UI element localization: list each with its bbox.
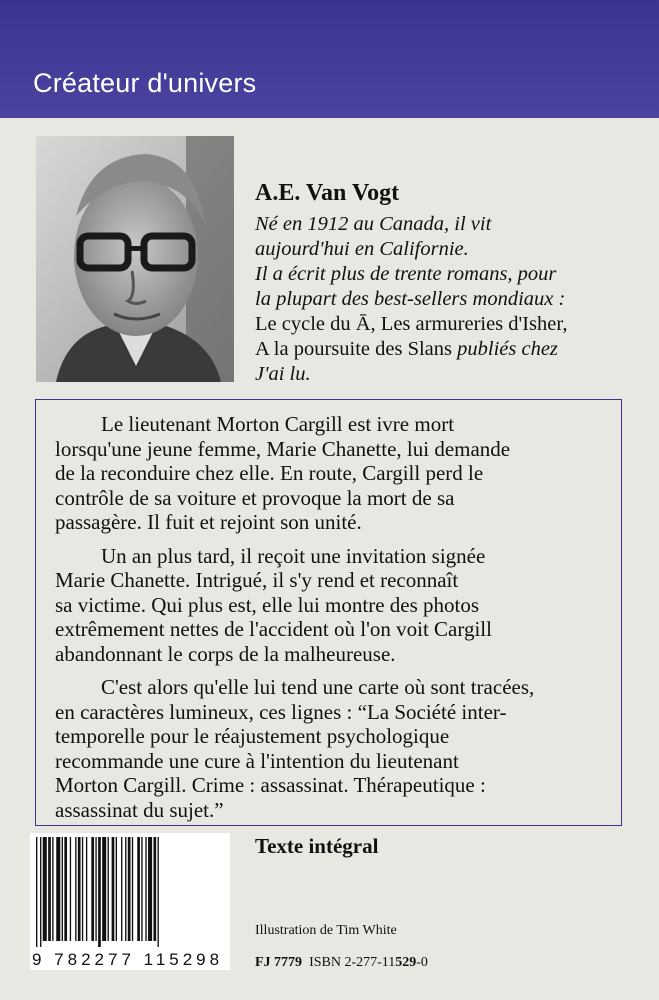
- summary-line: de la reconduire chez elle. En route, Cargill perd le: [55, 461, 484, 485]
- works-line: [255, 337, 645, 362]
- summary-paragraph: [55, 412, 625, 535]
- summary-paragraph: [55, 675, 625, 822]
- barcode: [30, 833, 230, 970]
- bio-line: la plupart des best-sellers mondiaux :: [255, 288, 566, 310]
- author-bio: [255, 212, 645, 387]
- summary-line: sa victime. Qui plus est, elle lui montre des photos: [55, 592, 480, 617]
- summary-line: assassinat du sujet.”: [55, 797, 224, 822]
- summary-line: C'est alors qu'elle lui tend une carte où sont tracées,: [101, 675, 535, 699]
- barcode-number: 9 782277 115298: [32, 950, 224, 969]
- summary-line: extrêmement nettes de l'accident où l'on voit Cargill: [55, 617, 492, 641]
- summary-line: en caractères lumineux, ces lignes : “La Société inter-: [55, 699, 507, 724]
- summary-line: contrôle de sa voiture et provoque la mort de sa: [55, 485, 455, 510]
- summary-line: abandonnant le corps de la malheureuse.: [55, 641, 396, 666]
- works-title: A la poursuite des Slans: [255, 338, 458, 360]
- author-photo: [36, 136, 234, 382]
- summary-paragraph: [55, 544, 625, 667]
- author-name: A.E. Van Vogt: [255, 180, 400, 206]
- summary-line: Marie Chanette. Intrigué, il s'y rend et reconnaît: [55, 568, 459, 592]
- fj-code: FJ 7779: [255, 955, 303, 970]
- summary-line: lorsqu'une jeune femme, Marie Chanette, lui demande: [55, 436, 511, 461]
- book-summary: [55, 412, 625, 831]
- collection-banner: [0, 0, 659, 118]
- isbn-suffix: -0: [416, 955, 428, 970]
- summary-line: Le lieutenant Morton Cargill est ivre mort: [101, 412, 455, 436]
- summary-line: passagère. Il fuit et rejoint son unité.: [55, 510, 362, 534]
- isbn-bold-part: 529: [395, 955, 417, 970]
- isbn-prefix: ISBN 2-277-11: [309, 955, 396, 970]
- bio-line: Né en 1912 au Canada, il vit: [255, 213, 492, 235]
- illustration-credit: Illustration de Tim White: [255, 923, 397, 938]
- barcode-bars: [36, 837, 224, 947]
- isbn-line: [255, 955, 428, 971]
- summary-line: Morton Cargill. Crime : assassinat. Thérapeutique :: [55, 773, 486, 797]
- summary-line: Un an plus tard, il reçoit une invitation signée: [101, 543, 486, 568]
- bio-line: Il a écrit plus de trente romans, pour: [255, 263, 557, 285]
- summary-line: temporelle pour le réajustement psychologique: [55, 724, 450, 748]
- collection-title: Créateur d'univers: [33, 68, 257, 98]
- author-portrait-image: [36, 136, 234, 382]
- publisher-note: publiés chez: [457, 338, 558, 360]
- summary-line: recommande une cure à l'intention du lieutenant: [55, 748, 459, 773]
- publisher-name: J'ai lu.: [255, 363, 311, 385]
- bio-line: aujourd'hui en Californie.: [255, 238, 469, 260]
- edition-note: Texte intégral: [255, 834, 379, 858]
- works-line: Le cycle du Ā, Les armureries d'Isher,: [255, 313, 568, 335]
